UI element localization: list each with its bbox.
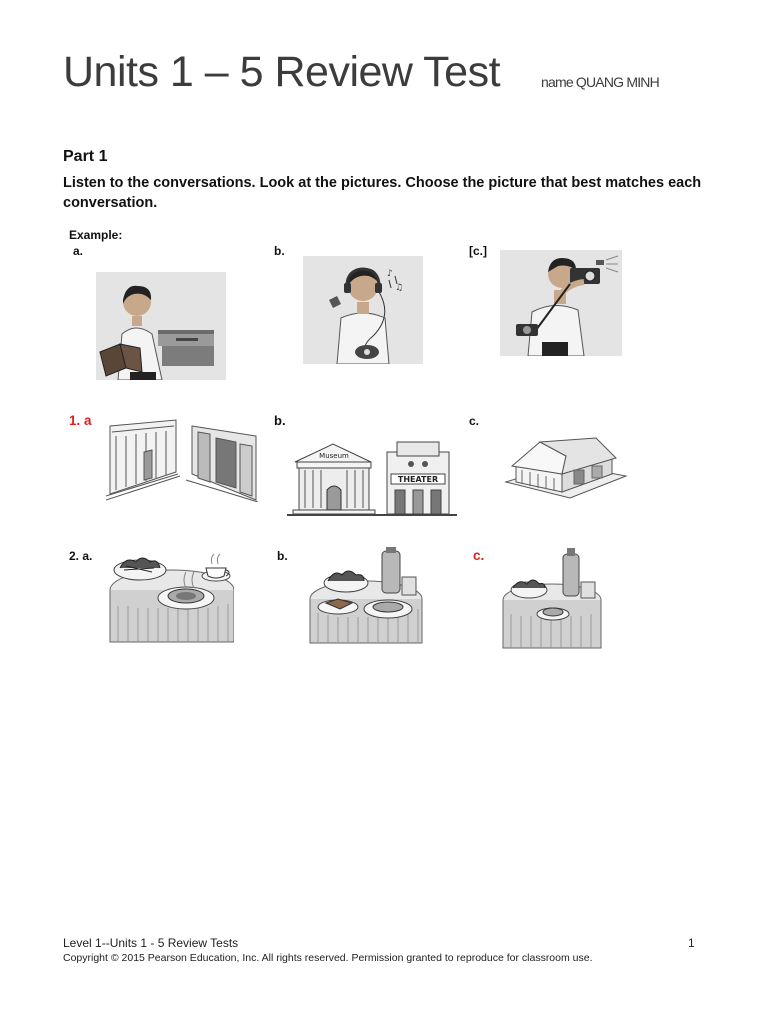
example-option-c-label: [c.]	[469, 244, 487, 258]
page-title: Units 1 – 5 Review Test	[63, 48, 501, 96]
theater-sign: THEATER	[397, 475, 439, 484]
q1-c-image	[500, 436, 628, 502]
footer-title: Level 1--Units 1 - 5 Review Tests	[63, 936, 239, 950]
example-b-image	[303, 256, 423, 364]
q2-option-b-label: b.	[277, 549, 288, 563]
svg-text:♪: ♪	[387, 269, 393, 279]
example-option-a-label: a.	[73, 244, 84, 258]
copyright-notice: Copyright © 2015 Pearson Education, Inc. All rights reserved. Permission granted to reproduce for classroom use.	[63, 952, 593, 964]
instructions: Listen to the conversations. Look at the pictures. Choose the picture that best matches each conversation.	[63, 175, 702, 211]
q2-c-image	[501, 548, 603, 650]
q1-b-image	[287, 434, 457, 520]
museum-sign: Museum	[319, 452, 349, 460]
part-heading: Part 1	[63, 148, 108, 165]
student-name: name QUANG MINH	[541, 74, 659, 90]
example-option-b-label: b.	[274, 244, 285, 258]
example-label: Example:	[69, 228, 123, 242]
example-a-image	[96, 272, 226, 380]
q1-a-image	[106, 412, 258, 502]
q2-b-image	[308, 547, 424, 645]
example-c-image	[500, 250, 622, 356]
q2-option-a-label: 2. a.	[69, 549, 93, 563]
q2-a-image	[106, 546, 234, 646]
svg-text:♫: ♫	[395, 283, 404, 293]
page-number: 1	[688, 936, 695, 950]
q2-option-c-label: c.	[473, 548, 485, 563]
q1-option-b-label: b.	[274, 413, 286, 428]
q1-option-a-label: 1. a	[69, 413, 92, 428]
q1-option-c-label: c.	[469, 414, 480, 428]
